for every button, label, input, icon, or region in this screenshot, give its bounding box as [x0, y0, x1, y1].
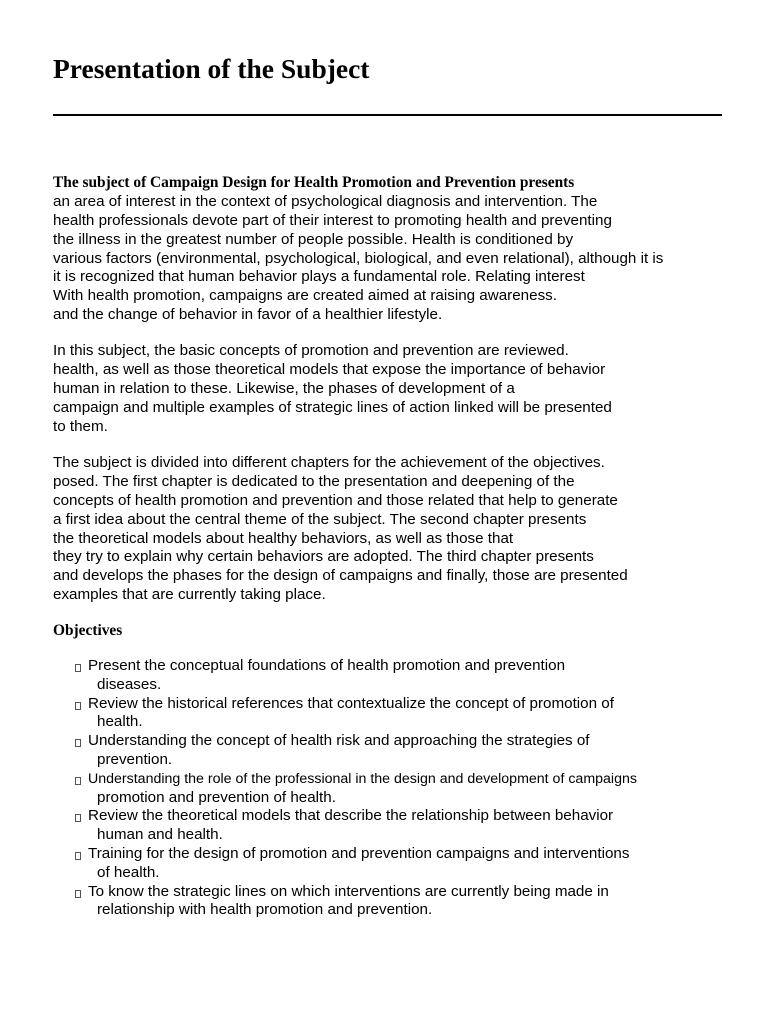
paragraph-line: With health promotion, campaigns are created aimed at raising awareness.	[53, 287, 557, 305]
paragraph-line: it is recognized that human behavior plays a fundamental role. Relating interest	[53, 268, 585, 286]
objective-continuation: promotion and prevention of health.	[97, 788, 336, 806]
list-item	[75, 657, 637, 695]
title-divider	[53, 114, 722, 116]
paragraph-line: and develops the phases for the design of campaigns and finally, those are presented	[53, 567, 628, 585]
list-item	[75, 807, 637, 845]
paragraph-line: concepts of health promotion and prevention and those related that help to generate	[53, 491, 618, 509]
bullet-box-icon	[75, 852, 81, 860]
chapters-paragraph	[53, 454, 628, 605]
list-item	[75, 732, 637, 770]
objective-line: Training for the design of promotion and prevention campaigns and interventions	[88, 844, 630, 862]
paragraph-line: the theoretical models about healthy behaviors, as well as those that	[53, 529, 514, 547]
bullet-box-icon	[75, 890, 81, 898]
list-item	[75, 695, 637, 733]
list-item	[75, 770, 637, 808]
paragraph-line: campaign and multiple examples of strategic lines of action linked will be presented	[53, 398, 612, 416]
paragraph-line: human in relation to these. Likewise, the phases of development of a	[53, 379, 515, 397]
objective-continuation: human and health.	[97, 826, 223, 844]
bullet-box-icon	[75, 664, 81, 672]
paragraph-line: In this subject, the basic concepts of promotion and prevention are reviewed.	[53, 342, 569, 359]
paragraph-line: examples that are currently taking place.	[53, 586, 326, 604]
paragraph-line: they try to explain why certain behaviors are adopted. The third chapter presents	[53, 548, 594, 566]
paragraph-line: an area of interest in the context of psychological diagnosis and intervention. The	[53, 192, 598, 210]
objective-line: To know the strategic lines on which interventions are currently being made in	[88, 882, 609, 900]
objective-continuation: of health.	[97, 863, 160, 881]
paragraph-line: to them.	[53, 417, 108, 435]
bullet-box-icon	[75, 814, 81, 822]
intro-paragraph	[53, 174, 663, 325]
list-item	[75, 845, 637, 883]
objectives-heading: Objectives	[53, 622, 123, 639]
page-title: Presentation of the Subject	[53, 53, 370, 84]
objective-line: Review the theoretical models that describe the relationship between behavior	[88, 807, 614, 825]
paragraph-line: various factors (environmental, psychological, biological, and even relational), although it is	[53, 249, 664, 267]
paragraph-line: the illness in the greatest number of people possible. Health is conditioned by	[53, 230, 574, 248]
objectives-list	[75, 657, 637, 920]
bullet-box-icon	[75, 777, 81, 785]
list-item	[75, 883, 637, 921]
objective-line: Review the historical references that contextualize the concept of promotion of	[88, 694, 614, 712]
paragraph-line: health professionals devote part of their interest to promoting health and preventing	[53, 211, 612, 229]
objective-line: Understanding the concept of health risk and approaching the strategies of	[88, 732, 590, 750]
paragraph-line: posed. The first chapter is dedicated to the presentation and deepening of the	[53, 472, 575, 490]
bullet-box-icon	[75, 702, 81, 710]
concepts-paragraph	[53, 342, 612, 436]
objective-line: Understanding the role of the professional in the design and development of campaigns	[88, 770, 637, 787]
objective-continuation: relationship with health promotion and prevention.	[97, 901, 433, 919]
paragraph-line: The subject of Campaign Design for Health Promotion and Prevention presents	[53, 174, 575, 191]
paragraph-line: The subject is divided into different chapters for the achievement of the objectives.	[53, 454, 605, 471]
objective-continuation: health.	[97, 713, 143, 731]
paragraph-line: and the change of behavior in favor of a healthier lifestyle.	[53, 306, 443, 324]
objective-continuation: prevention.	[97, 750, 173, 768]
paragraph-line: a first idea about the central theme of the subject. The second chapter presents	[53, 510, 587, 528]
bullet-box-icon	[75, 739, 81, 747]
objective-continuation: diseases.	[97, 675, 162, 693]
paragraph-line: health, as well as those theoretical models that expose the importance of behavior	[53, 360, 606, 378]
objective-line: Present the conceptual foundations of health promotion and prevention	[88, 657, 566, 674]
